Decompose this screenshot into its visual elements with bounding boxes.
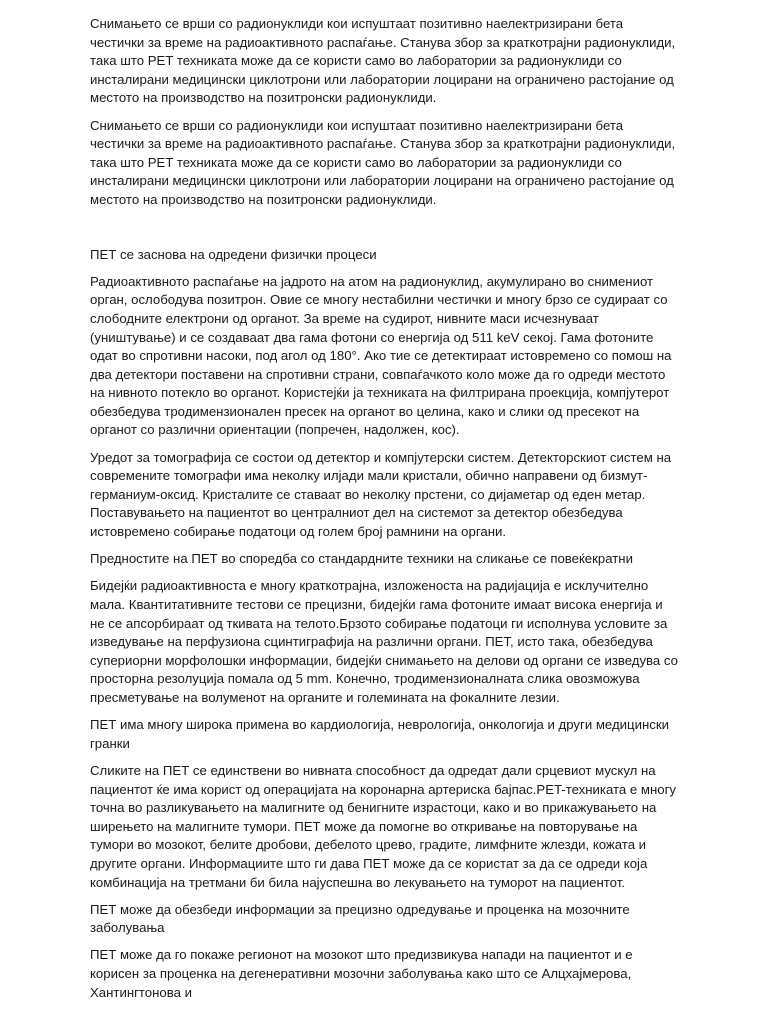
paragraph-tomography-device: Уредот за томографија се состои од детектор и компјутерски систем. Детекторскиот систем на современите томографи има неколку илјади мали кристали, обично направени од бизмут-германиум-оксид. Кристалите се ставаат во неколку прстени, со дијаметар од еден метар. Поставувањето на пациентот во централниот дел на системот за детектор обезбедува истовремено собирање податоци од голем број рамнини на органи. [90,449,672,540]
section-heading-applications: ПЕТ има многу широка примена во кардиологија, неврологија, онкологија и други медицински гранки [90,717,669,751]
paragraph-applications: Сликите на ПЕТ се единствени во нивната способност да одредат дали срцевиот мускул на пациентот ќе има корист од операцијата на коронарна артериска бајпас.PET-техниката е многу точна во разликувањето на малигните од бенигните израстоци, како и во прикажувањето на ширењето на малигните тумори. ПЕТ може да помогне во откривање на повторување на тумори во мозокот, белите дробови, дебелото црево, градите, лимфните жлезди, кожата и другите органи. Информациите што ги дава ПЕТ може да се користат за да се одреди која комбинација на третмани би била најуспешна во лекувањето на туморот на пациентот. [90,762,676,890]
section-heading-advantages: Предностите на ПЕТ во споредба со стандардните техники на сликање се повеќекратни [90,551,633,567]
paragraph-advantages: Бидејќи радиоактивноста е многу краткотрајна, изложеноста на радијација е исклучително мала. Квантитативните тестови се прецизни, бидејќи гама фотоните имаат висока енергија и не се апсорбираат од ткивата на телото.Брзото собирање податоци ги исполнува условите за изведување на перфузиона сцинтиграфија на различни органи. ПЕТ, исто така, обезбедува супериорни морфолошки информации, бидејќи снимањето на делови од органи се изведува со просторна резолуција помала од 5 mm. Конечно, тродимензионалната слика овозможува пресметување на волуменот на органите и големината на фокалните лезии. [90,578,678,705]
document-page [90,15,680,1011]
paragraph-radioactive-decay: Радиоактивното распаѓање на јадрото на атом на радионуклид, акумулирано во снимениот орган, ослободува позитрон. Овие се многу нестабилни честички и многу брзо се судираат со слободните електрони од органот. За време на судирот, нивните маси исчезнуваат (уништување) и се создаваат два гама фотони со енергија од 511 keV секој. Гама фотоните одат во спротивни насоки, под агол од 180°. Ако тие се детектираат истовремено со помош на два детектори поставени на спротивни страни, совпаѓачкото коло може да го одреди местото на нивното потекло во органот. Користејќи ја техниката на филтрирана проекција, компјутерот обезбедува тродимензионален пресек на органот во целина, како и слики од пресекот на органот со различни ориентации (попречен, надолжен, кос). [90,273,672,438]
section-heading-brain-diseases: ПЕТ може да обезбеди информации за прецизно одредување и проценка на мозочните заболувања [90,901,630,936]
paragraph-intro-1: Снимањето се врши со радионуклиди кои испуштаат позитивно наелектризирани бета честички за време на радиоактивното распаѓање. Станува збор за краткотрајни радионуклиди, така што PET техниката може да се користи само во лаборатории за радионуклиди со инсталирани медицински циклотрони или лаборатории лоцирани на ограничено растојание од местото на производство на позитронски радионуклиди. [90,16,676,106]
section-heading-physical-processes: ПЕТ се заснова на одредени физички процеси [90,246,377,262]
paragraph-brain-diseases: ПЕТ може да го покаже регионот на мозокот што предизвикува напади на пациентот и е корисен за проценка на дегенеративни мозочни заболувања како што се Алцхајмерова, Хантингтонова и [90,947,633,1000]
paragraph-intro-2: Снимањето се врши со радионуклиди кои испуштаат позитивно наелектризирани бета честички за време на радиоактивното распаѓање. Станува збор за краткотрајни радионуклиди, така што PET техниката може да се користи само во лаборатории за радионуклиди со инсталирани медицински циклотрони или лаборатории лоцирани на ограничено растојание од местото на производство на позитронски радионуклиди. [90,117,676,207]
